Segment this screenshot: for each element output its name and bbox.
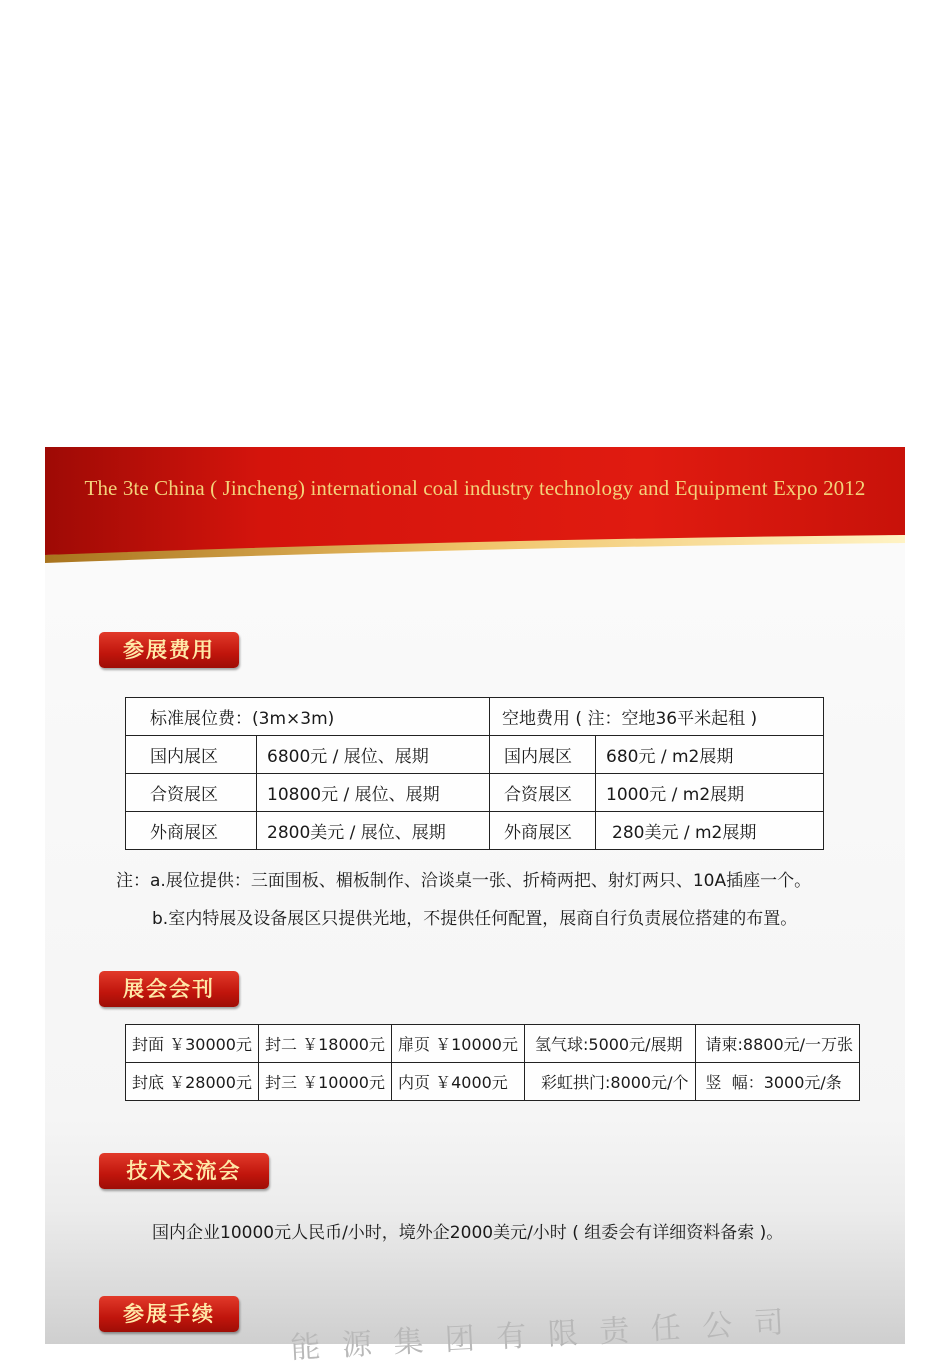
table-cell: 内页 ￥4000元: [392, 1063, 525, 1101]
table-cell: 外商展区: [490, 812, 596, 850]
table-cell: 封面 ￥30000元: [126, 1025, 259, 1063]
table-row: [126, 1063, 860, 1101]
table-row: [126, 698, 824, 736]
table-cell: 合资展区: [490, 774, 596, 812]
tech-exchange-text: 国内企业10000元人民币/小时，境外企2000美元/小时 ( 组委会有详细资料备索 )。: [152, 1223, 784, 1243]
table-cell: 请柬:8800元/一万张: [695, 1025, 860, 1063]
section-label-magazine: 展会会刊: [99, 971, 239, 1007]
table-cell: 国内展区: [490, 736, 596, 774]
magazine-table: [125, 1024, 860, 1101]
section-label-procedure: 参展手续: [99, 1296, 239, 1332]
banner-graphic: [45, 447, 905, 567]
table-cell: 国内展区: [126, 736, 257, 774]
fee-table: [125, 697, 824, 850]
table-cell: 10800元 / 展位、展期: [257, 774, 490, 812]
table-cell: 6800元 / 展位、展期: [257, 736, 490, 774]
table-row: [126, 812, 824, 850]
table-cell: 彩虹拱门:8000元/个: [525, 1063, 696, 1101]
table-cell: 扉页 ￥10000元: [392, 1025, 525, 1063]
table-row: [126, 774, 824, 812]
fee-left-header: 标准展位费：(3m×3m): [126, 698, 490, 736]
note-a: 注：a.展位提供：三面围板、楣板制作、洽谈桌一张、折椅两把、射灯两只、10A插座一个。: [116, 871, 812, 891]
table-cell: 外商展区: [126, 812, 257, 850]
table-cell: 封二 ￥18000元: [259, 1025, 392, 1063]
header-banner: [45, 447, 905, 567]
section-label-fees: 参展费用: [99, 632, 239, 668]
table-cell: 氢气球:5000元/展期: [525, 1025, 696, 1063]
table-cell: 合资展区: [126, 774, 257, 812]
table-cell: 竖 幅：3000元/条: [695, 1063, 860, 1101]
note-b: b.室内特展及设备展区只提供光地，不提供任何配置，展商自行负责展位搭建的布置。: [152, 909, 798, 929]
section-label-tech: 技术交流会: [99, 1153, 269, 1189]
table-cell: 680元 / m2展期: [596, 736, 824, 774]
table-cell: 280美元 / m2展期: [596, 812, 824, 850]
table-row: [126, 1025, 860, 1063]
table-cell: 2800美元 / 展位、展期: [257, 812, 490, 850]
table-row: [126, 736, 824, 774]
banner-title: The 3te China ( Jincheng) international coal industry technology and Equipment Expo 2012: [84, 476, 866, 500]
company-watermark: 能 源 集 团 有 限 责 任 公 司: [289, 1304, 791, 1367]
table-cell: 封底 ￥28000元: [126, 1063, 259, 1101]
fee-right-header: 空地费用 ( 注：空地36平米起租 ): [490, 698, 824, 736]
brochure-page: [45, 447, 905, 1344]
table-cell: 1000元 / m2展期: [596, 774, 824, 812]
table-cell: 封三 ￥10000元: [259, 1063, 392, 1101]
